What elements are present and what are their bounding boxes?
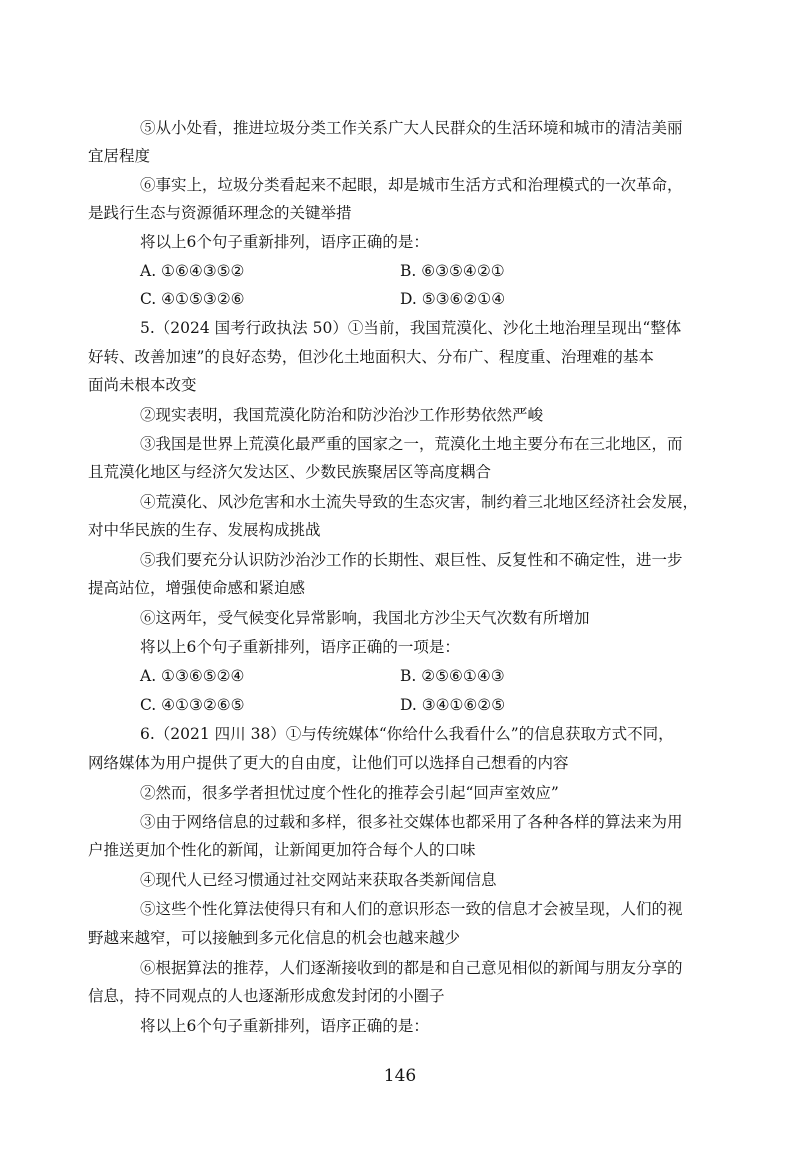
q6-sentence-4: ④现代人已经习惯通过社交网站来获取各类新闻信息 bbox=[140, 871, 497, 889]
q5-stem-line3: 面尚未根本改变 bbox=[88, 376, 197, 394]
q4-option-a: A. ①⑥④③⑤② bbox=[140, 262, 245, 280]
page-number: 146 bbox=[383, 1066, 417, 1086]
q5-sentence-4-line2: 对中华民族的生存、发展构成挑战 bbox=[88, 521, 321, 539]
q4-prompt: 将以上6个句子重新排列，语序正确的是： bbox=[140, 233, 429, 251]
q5-sentence-2: ②现实表明，我国荒漠化防治和防沙治沙工作形势依然严峻 bbox=[140, 406, 544, 424]
q6-stem-line2: 网络媒体为用户提供了更大的自由度，让他们可以选择自己想看的内容 bbox=[88, 754, 569, 772]
q4-option-d: D. ⑤③⑥②①④ bbox=[400, 290, 506, 308]
q5-prompt: 将以上6个句子重新排列，语序正确的一项是： bbox=[140, 638, 460, 656]
q5-sentence-6: ⑥这两年，受气候变化异常影响，我国北方沙尘天气次数有所增加 bbox=[140, 609, 590, 627]
q5-stem-line1: 5.（2024 国考行政执法 50）①当前，我国荒漠化、沙化土地治理呈现出“整体 bbox=[140, 319, 682, 337]
q5-sentence-4-line1: ④荒漠化、风沙危害和水土流失导致的生态灾害，制约着三北地区经济社会发展， bbox=[140, 493, 699, 511]
q5-option-d: D. ③④①⑥②⑤ bbox=[400, 696, 506, 714]
q5-option-c: C. ④①③②⑥⑤ bbox=[140, 696, 245, 714]
q6-sentence-6-line2: 信息，持不同观点的人也逐渐形成愈发封闭的小圈子 bbox=[88, 987, 445, 1005]
q4-option-b: B. ⑥③⑤④②① bbox=[400, 262, 505, 280]
q5-sentence-3-line1: ③我国是世界上荒漠化最严重的国家之一，荒漠化土地主要分布在三北地区，而 bbox=[140, 435, 683, 453]
q5-option-b: B. ②⑤⑥①④③ bbox=[400, 667, 505, 685]
q6-sentence-5-line2: 野越来越窄，可以接触到多元化信息的机会也越来越少 bbox=[88, 929, 461, 947]
q4-sentence-6-line2: 是践行生态与资源循环理念的关键举措 bbox=[88, 204, 352, 222]
q5-stem-line2: 好转、改善加速”的良好态势，但沙化土地面积大、分布广、程度重、治理难的基本 bbox=[88, 348, 654, 366]
q4-option-c: C. ④①⑤③②⑥ bbox=[140, 290, 245, 308]
q6-sentence-5-line1: ⑤这些个性化算法使得只有和人们的意识形态一致的信息才会被呈现，人们的视 bbox=[140, 900, 683, 918]
q5-sentence-3-line2: 且荒漠化地区与经济欠发达区、少数民族聚居区等高度耦合 bbox=[88, 463, 492, 481]
q5-sentence-5-line1: ⑤我们要充分认识防沙治沙工作的长期性、艰巨性、反复性和不确定性，进一步 bbox=[140, 551, 683, 569]
q4-sentence-5-line2: 宜居程度 bbox=[88, 147, 151, 165]
q6-sentence-2: ②然而，很多学者担忧过度个性化的推荐会引起“回声室效应” bbox=[140, 784, 559, 802]
q4-sentence-5-line1: ⑤从小处看，推进垃圾分类工作关系广大人民群众的生活环境和城市的清洁美丽 bbox=[140, 119, 683, 137]
q6-sentence-3-line2: 户推送更加个性化的新闻，让新闻更加符合每个人的口味 bbox=[88, 841, 476, 859]
q4-sentence-6-line1: ⑥事实上，垃圾分类看起来不起眼，却是城市生活方式和治理模式的一次革命， bbox=[140, 176, 683, 194]
q5-option-a: A. ①③⑥⑤②④ bbox=[140, 667, 245, 685]
q5-sentence-5-line2: 提高站位，增强使命感和紧迫感 bbox=[88, 579, 306, 597]
q6-stem-line1: 6.（2021 四川 38）①与传统媒体“你给什么我看什么”的信息获取方式不同， bbox=[140, 725, 674, 743]
q6-sentence-6-line1: ⑥根据算法的推荐，人们逐渐接收到的都是和自己意见相似的新闻与朋友分享的 bbox=[140, 959, 683, 977]
q6-prompt: 将以上6个句子重新排列，语序正确的是： bbox=[140, 1017, 429, 1035]
q6-sentence-3-line1: ③由于网络信息的过载和多样，很多社交媒体也都采用了各种各样的算法来为用 bbox=[140, 813, 683, 831]
